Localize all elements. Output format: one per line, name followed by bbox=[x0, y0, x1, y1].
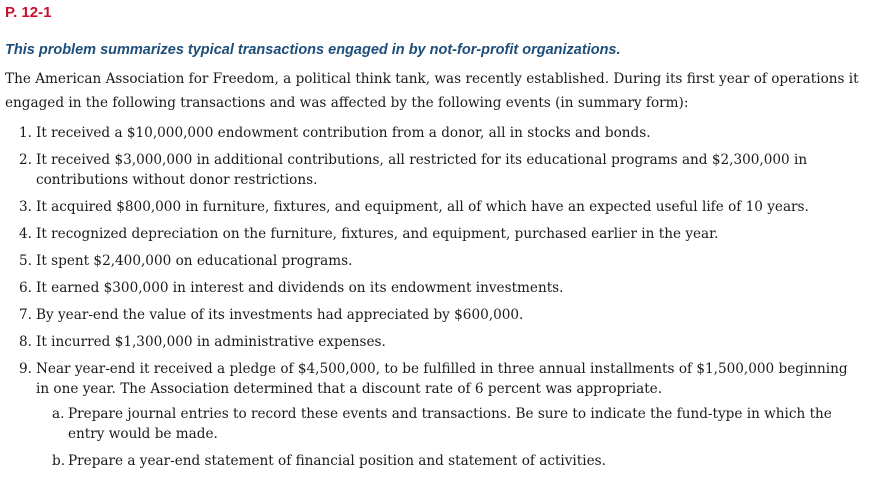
list-item bbox=[19, 150, 859, 190]
item-number: 6. bbox=[19, 280, 32, 296]
item-text: It received $3,000,000 in additional contributions, all restricted for its educational programs and $2,300,000 in contributions without donor restrictions. bbox=[36, 152, 808, 188]
item-number: 5. bbox=[19, 253, 32, 269]
item-text: It received a $10,000,000 endowment contribution from a donor, all in stocks and bonds. bbox=[36, 125, 651, 141]
item-text: It recognized depreciation on the furniture, fixtures, and equipment, purchased earlier in the year. bbox=[36, 226, 719, 242]
list-item bbox=[19, 332, 859, 352]
list-item bbox=[19, 359, 859, 399]
list-item bbox=[19, 251, 859, 271]
item-number: 3. bbox=[19, 199, 32, 215]
item-text: It spent $2,400,000 on educational programs. bbox=[36, 253, 353, 269]
item-text: By year-end the value of its investments had appreciated by $600,000. bbox=[36, 307, 524, 323]
sub-item-letter: a. bbox=[52, 406, 65, 422]
problem-subtitle: This problem summarizes typical transactions engaged in by not-for-profit organizations. bbox=[5, 42, 621, 58]
list-item bbox=[19, 278, 859, 298]
problem-id: P. 12-1 bbox=[5, 4, 52, 21]
item-number: 7. bbox=[19, 307, 32, 323]
list-item bbox=[19, 123, 859, 143]
sub-item-letter: b. bbox=[52, 453, 66, 469]
sub-item bbox=[52, 404, 862, 444]
list-item bbox=[19, 224, 859, 244]
list-item bbox=[19, 197, 859, 217]
item-number: 8. bbox=[19, 334, 32, 350]
item-number: 2. bbox=[19, 152, 32, 168]
item-text: Near year-end it received a pledge of $4,500,000, to be fulfilled in three annual installments of $1,500,000 beginning in one year. The Association determined that a discount rate of 6 percent was appropriate. bbox=[36, 361, 848, 397]
item-number: 4. bbox=[19, 226, 32, 242]
item-number: 9. bbox=[19, 361, 32, 377]
item-number: 1. bbox=[19, 125, 32, 141]
sub-item-text: Prepare a year-end statement of financial position and statement of activities. bbox=[68, 453, 606, 469]
list-item bbox=[19, 305, 859, 325]
intro-paragraph: The American Association for Freedom, a political think tank, was recently established. During its first year of operations it engaged in the following transactions and was affected by the following events (in summary form): bbox=[5, 71, 859, 111]
item-text: It incurred $1,300,000 in administrative expenses. bbox=[36, 334, 386, 350]
item-text: It earned $300,000 in interest and dividends on its endowment investments. bbox=[36, 280, 564, 296]
sub-item-text: Prepare journal entries to record these events and transactions. Be sure to indicate the fund-type in which the entry would be made. bbox=[68, 406, 832, 442]
item-text: It acquired $800,000 in furniture, fixtures, and equipment, all of which have an expected useful life of 10 years. bbox=[36, 199, 809, 215]
sub-item bbox=[52, 451, 862, 471]
